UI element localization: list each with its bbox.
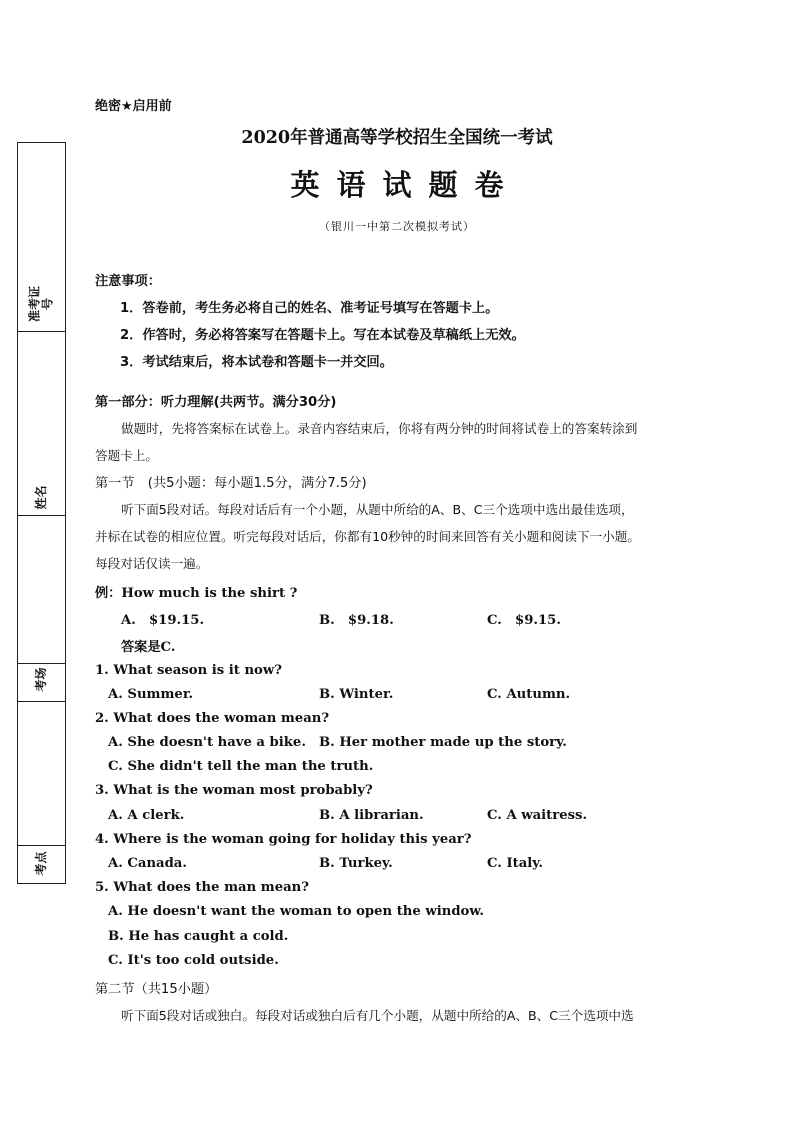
option-c: C. She didn't tell the man the truth. xyxy=(108,759,374,774)
section1-instructions: 并标在试卷的相应位置。听完每段对话后，你都有10秒钟的时间来回答有关小题和阅读下一小题。 xyxy=(95,529,640,544)
option-a: A. He doesn't want the woman to open the window. xyxy=(108,904,484,919)
section1-heading: 第一节 (共5小题：每小题1.5分，满分7.5分) xyxy=(95,476,367,491)
paper-title: 英语试题卷 xyxy=(290,168,521,202)
option-a: A. She doesn't have a bike. xyxy=(108,735,306,750)
question-2: 2. What does the woman mean? xyxy=(95,711,330,726)
part1-intro: 做题时，先将答案标在试卷上。录音内容结束后，你将有两分钟的时间将试卷上的答案转涂到 xyxy=(121,421,638,436)
option-c: C. Autumn. xyxy=(487,687,571,702)
section1-instructions: 每段对话仅读一遍。 xyxy=(95,556,209,571)
example-answer: 答案是C. xyxy=(121,640,176,655)
option-a: A. A clerk. xyxy=(108,808,185,823)
binding-divider xyxy=(18,701,65,702)
option-c: C. Italy. xyxy=(487,856,544,871)
example-question: 例：How much is the shirt ? xyxy=(95,586,298,601)
question-4: 4. Where is the woman going for holiday this year? xyxy=(95,832,472,847)
notice-item: 2．作答时，务必将答案写在答题卡上。写在本试卷及草稿纸上无效。 xyxy=(120,328,525,343)
option-b: B. A librarian. xyxy=(319,808,424,823)
section2-instructions: 听下面5段对话或独白。每段对话或独白后有几个小题，从题中所给的A、B、C三个选项中选 xyxy=(121,1008,634,1023)
question-5: 5. What does the man mean? xyxy=(95,880,309,895)
option-b: B. Winter. xyxy=(319,687,394,702)
option-a: A. Summer. xyxy=(108,687,194,702)
confidential-mark: 绝密★启用前 xyxy=(95,99,172,114)
binding-divider xyxy=(18,331,65,332)
binding-divider xyxy=(18,515,65,516)
section1-instructions: 听下面5段对话。每段对话后有一个小题，从题中所给的A、B、C三个选项中选出最佳选项， xyxy=(121,502,634,517)
option-a: A. $19.15. xyxy=(121,613,205,628)
exam-number-label: 准考证号 xyxy=(27,286,55,323)
paper-subtitle: （银川一中第二次模拟考试） xyxy=(319,220,475,233)
option-b: B. Her mother made up the story. xyxy=(319,735,567,750)
part1-intro: 答题卡上。 xyxy=(95,448,158,463)
option-a: A. Canada. xyxy=(108,856,187,871)
notice-item: 1．答卷前，考生务必将自己的姓名、准考证号填写在答题卡上。 xyxy=(120,301,499,316)
notice-item: 3．考试结束后，将本试卷和答题卡一并交回。 xyxy=(120,355,393,370)
option-c: C. $9.15. xyxy=(487,613,561,628)
binding-strip xyxy=(17,142,66,884)
exam-title: 2020年普通高等学校招生全国统一考试 xyxy=(241,128,553,148)
name-label: 姓名 xyxy=(34,485,48,510)
notice-heading: 注意事项： xyxy=(95,274,161,289)
exam-room-label: 考场 xyxy=(34,667,48,692)
section2-heading: 第二节（共15小题） xyxy=(95,982,218,997)
option-b: B. $9.18. xyxy=(319,613,394,628)
option-c: C. It's too cold outside. xyxy=(108,953,279,968)
exam-site-label: 考点 xyxy=(34,851,48,876)
question-3: 3. What is the woman most probably? xyxy=(95,783,373,798)
part1-heading: 第一部分：听力理解(共两节。满分30分) xyxy=(95,395,337,410)
question-1: 1. What season is it now? xyxy=(95,663,282,678)
option-c: C. A waitress. xyxy=(487,808,588,823)
option-b: B. Turkey. xyxy=(319,856,393,871)
option-b: B. He has caught a cold. xyxy=(108,929,289,944)
